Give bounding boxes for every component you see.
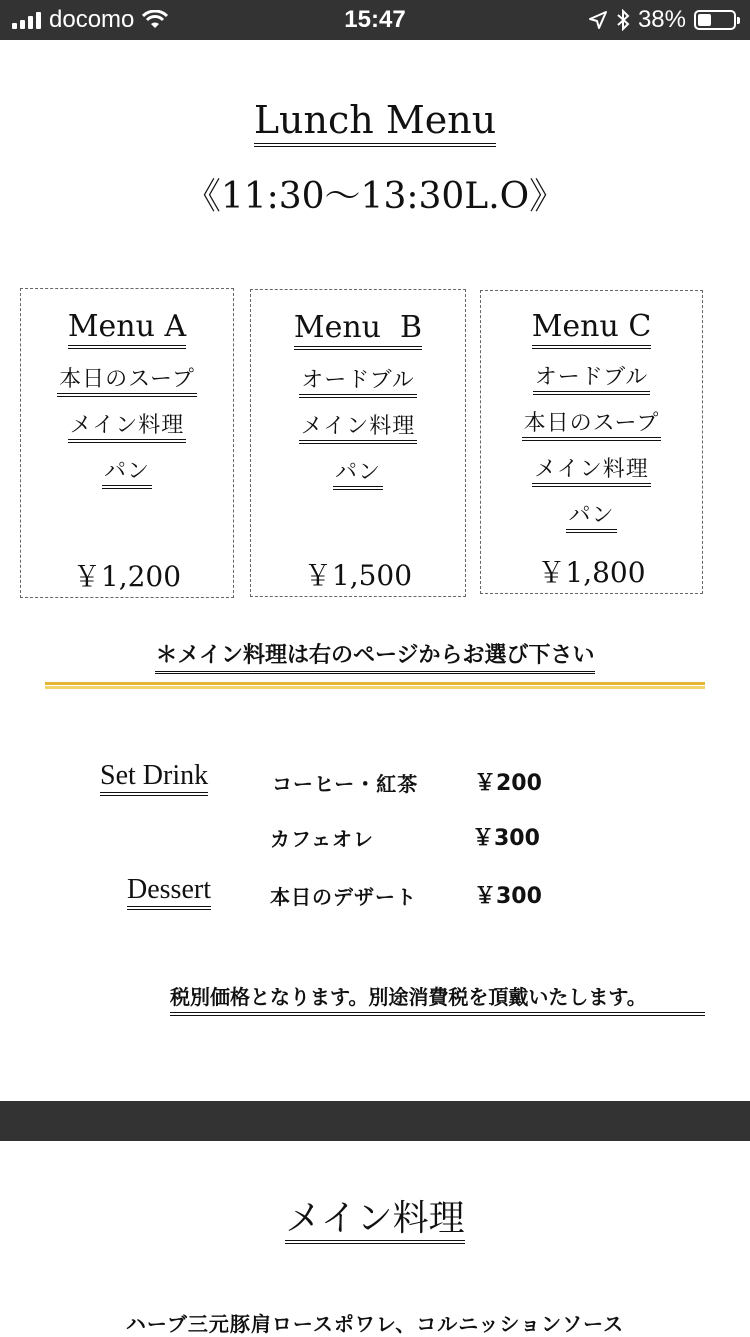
dessert-label-text: Dessert [127,875,211,910]
menu-b-price: ￥1,500 [303,559,413,592]
lunch-menu-title [0,98,750,147]
menu-c-item: 本日のスープ [522,411,662,441]
drink-price: ￥300 [472,826,540,851]
dessert-label [127,874,211,910]
battery-fill [698,14,711,26]
menu-a-item: パン [102,459,152,489]
menu-b-item: オードブル [299,368,416,398]
set-drink-label-text: Set Drink [100,761,208,796]
menu-a-title: Menu A [68,311,186,349]
battery-percent: 38% [637,6,686,33]
tax-note: 税別価格となります。別途消費税を頂戴いたします。 [170,981,705,1016]
menu-a-item: メイン料理 [68,413,187,443]
drink-price: ￥200 [474,771,542,796]
menu-a-item: 本日のスープ [57,367,197,397]
main-dish-note [0,638,750,674]
bluetooth-icon [616,9,630,31]
set-drink-label [100,760,208,796]
menu-b-item: パン [333,460,383,490]
lunch-menu-title-text: Lunch Menu [254,101,496,147]
menu-b-item: メイン料理 [299,414,418,444]
menu-c-item: パン [566,503,616,533]
main-dish-note-text: ＊メイン料理は右のページからお選び下さい [155,638,594,674]
status-bar [0,0,750,40]
menu-c-item: メイン料理 [532,457,651,487]
menu-c-price: ￥1,800 [537,556,646,589]
menu-box-a [20,288,234,598]
menu-box-c [480,290,703,594]
dessert-item: 本日のデザート [270,885,417,909]
menu-c-title: Menu C [532,311,652,349]
main-dish-title [0,1198,750,1244]
status-right [588,6,736,34]
main-dish-item: ハーブ三元豚肩ロースポワレ、コルニッションソース [125,1312,625,1336]
location-icon [588,10,608,30]
gold-divider [45,682,705,692]
battery-icon [694,10,736,30]
drink-item: カフェオレ [270,827,374,851]
clock-time: 15:47 [344,6,406,33]
lunch-hours: 《11:30〜13:30L.O》 [184,176,566,217]
drink-item: コーヒー・紅茶 [272,772,419,796]
menu-a-price: ￥1,200 [72,560,182,593]
dessert-price: ￥300 [474,884,542,909]
menu-box-b [250,289,466,597]
carrier-name: docomo [49,6,135,33]
menu-c-item: オードブル [533,365,650,395]
menu-b-title: Menu B [294,312,422,350]
main-dish-title-text: メイン料理 [285,1200,464,1244]
section-divider-band [0,1101,750,1141]
